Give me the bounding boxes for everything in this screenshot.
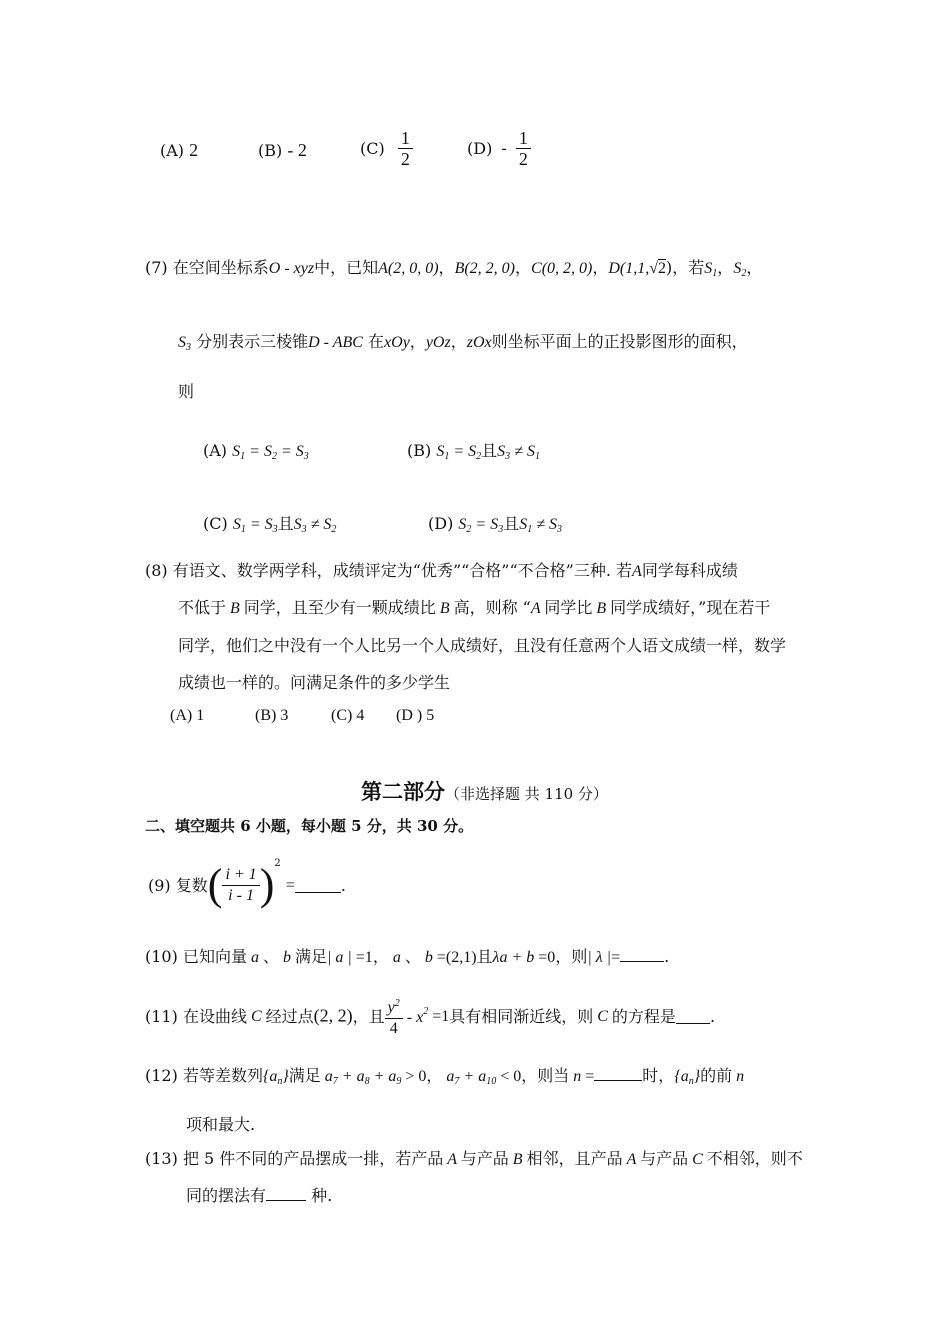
text: 不低于 (178, 598, 227, 617)
text: 的方程是 (611, 1006, 676, 1026)
q13-line2 (186, 1186, 332, 1205)
text: 中，已知 (314, 258, 379, 277)
part2-header (361, 779, 608, 804)
denominator: 2 (400, 149, 410, 169)
text: 分别表示三棱锥 (196, 332, 309, 351)
q8-option-b: (B) 3 (255, 707, 289, 724)
q8-line4 (178, 673, 450, 692)
text: ，则 (555, 947, 588, 966)
q6-option-d (467, 128, 531, 169)
answer-blank[interactable] (620, 947, 664, 962)
text: 具有相同渐近线，则 (449, 1006, 594, 1026)
text: 有语文、数学两学科，成绩评定为“优秀”“合格”“不合格”三种. 若 (172, 561, 633, 580)
text: 同学比 (544, 598, 593, 617)
text: 则 (178, 382, 195, 401)
question-number: (8) (145, 561, 168, 580)
text: 经过点 (265, 1006, 314, 1026)
q7-option-c: (C) $S_1 = S_3$且$S_3 \ne S_2$ (203, 514, 337, 535)
fraction: $\frac{i + 1}{i - 1}$ (222, 865, 259, 906)
point-a: A(2, 0, 0) (378, 260, 439, 277)
text: 已知向量 (182, 947, 247, 966)
q12-line1: (12) 若等差数列$\{a_n\}$满足 $a_7 + a_8 + a_9 > 0$， $a_7 + a_{10} < 0$，则当 n = 时，$\{a_n\}$的前 n (145, 1066, 745, 1087)
text: 复数 (175, 875, 208, 895)
numerator: 1 (516, 128, 531, 149)
plane-xoy: xOy (384, 334, 410, 351)
question-number: (7) (145, 258, 168, 277)
text: 种. (311, 1186, 333, 1205)
q8-line1: (8) 有语文、数学两学科，成绩评定为“优秀”“合格”“不合格”三种. 若A同学每科成绩 (145, 561, 738, 580)
option-value: 2 (189, 140, 199, 160)
tetrahedron: D - ABC (308, 334, 363, 351)
text: 的前 (700, 1066, 733, 1085)
option-label: (A) (203, 441, 228, 460)
option-label: (A) (160, 141, 185, 160)
text: ，则当 (521, 1066, 570, 1085)
fraction (398, 128, 413, 169)
question-number: (9) (148, 875, 171, 895)
q12-line2: 项和最大. (186, 1115, 256, 1134)
text: 与产品 (460, 1149, 509, 1168)
coord-system: O - xyz (268, 260, 315, 277)
plane-zox: zOx (466, 334, 492, 351)
q9: (9) 复数( $\frac{i + 1}{i - 1}$ )$^2$ = . (148, 858, 346, 910)
point: (2, 2) (313, 1005, 353, 1026)
q7-line1: (7) 在空间坐标系O - xyz中，已知A(2, 0, 0)，B(2, 2, 0)，C(0, 2, 0)，D(1,1,√2)，若$S_1$，$S_2$， (145, 258, 763, 279)
text: 若等差数列 (182, 1066, 263, 1085)
text: 且 (503, 514, 520, 533)
q8-line2: 不低于 B 同学，且至少有一颗成绩比 B 高，则称 “A 同学比 B 同学成绩好，”现在若干 (178, 598, 771, 617)
option-label: (C) (360, 138, 385, 158)
minus-sign: - (501, 139, 507, 157)
text: 同学，且至少有一颗成绩比 (243, 598, 436, 617)
q10: (10) 已知向量 a 、 b 满足| a | =1， a 、 b =(2,1)且λa + b =0，则| λ |= . (145, 947, 670, 966)
text: . (709, 1006, 716, 1026)
text: 且 (481, 441, 498, 460)
q11: (11) 在设曲线 C 经过点(2, 2)，且 $\frac{y^2}{4}$ - $x^2 =1$具有相同渐近线，则 C 的方程是 . (145, 994, 715, 1039)
q8-line3 (178, 636, 786, 655)
q7-line2: $S_3$ 分别表示三棱锥D - ABC 在xOy，yOz，zOx则坐标平面上的正投影图形的面积， (178, 332, 748, 353)
q7-option-a: (A) $S_1 = S_2 = S_3$ (203, 441, 309, 462)
text: 与产品 (640, 1149, 689, 1168)
part2-heading: 二、填空题共 6 小题，每小题 5 分，共 30 分。 (145, 817, 474, 835)
text: ，且 (352, 1006, 385, 1026)
point-c: C(0, 2, 0) (531, 260, 593, 277)
text: 同学每科成绩 (641, 561, 738, 580)
text: 成绩也一样的。问满足条件的多少学生 (178, 673, 451, 692)
text: 且 (277, 514, 294, 533)
text: 不相邻，则不 (706, 1149, 803, 1168)
text: ，若 (672, 258, 705, 277)
answer-blank[interactable] (266, 1186, 306, 1201)
text: 在 (368, 332, 385, 351)
answer-blank[interactable] (676, 1009, 710, 1024)
option-label: (B) (407, 441, 432, 460)
text: 相邻，且产品 (526, 1149, 623, 1168)
section-subtitle: （非选择题 共 110 分） (445, 785, 608, 803)
option-label: (D) (428, 514, 454, 533)
text: 在设曲线 (182, 1006, 247, 1026)
text: 在空间坐标系 (172, 258, 269, 277)
q6-option-c (360, 128, 413, 169)
section-title: 第二部分 (361, 779, 445, 804)
q6-option-a (160, 140, 198, 162)
q7-option-b: (B) $S_1 = S_2$且$S_3 \ne S_1$ (407, 441, 540, 462)
text: 时， (642, 1066, 675, 1085)
point-d: D(1,1, (608, 260, 650, 277)
text: 满足 (294, 947, 327, 966)
text: . (664, 947, 670, 966)
answer-blank[interactable] (295, 878, 341, 893)
option-value: - 2 (287, 140, 307, 160)
option-label: (B) (258, 141, 283, 160)
text: 满足 (288, 1066, 321, 1085)
denominator: 2 (518, 149, 528, 169)
question-number: (12) (145, 1066, 178, 1085)
numerator: 1 (398, 128, 413, 149)
answer-blank[interactable] (594, 1066, 642, 1081)
text: 高，则称 “ (453, 598, 531, 617)
fraction (516, 128, 531, 169)
q13-line1: (13) 把 5 件不同的产品摆成一排，若产品 A 与产品 B 相邻，且产品 A 与产品 C 不相邻，则不 (145, 1149, 803, 1168)
q8-option-d: (D ) 5 (396, 707, 435, 724)
point-b: B(2, 2, 0) (454, 260, 515, 277)
question-number: (13) (145, 1149, 178, 1168)
text: . (340, 875, 346, 895)
question-number: (10) (145, 947, 178, 966)
q7-line3 (178, 382, 194, 401)
plane-yoz: yOz (425, 334, 451, 351)
question-number: (11) (145, 1006, 178, 1026)
q7-option-d: (D) $S_2 = S_3$且$S_1 \ne S_3$ (428, 514, 562, 535)
text: 把 5 件不同的产品摆成一排，若产品 (182, 1149, 444, 1168)
fraction: $\frac{y^2}{4}$ (385, 994, 403, 1039)
q8-option-a: (A) 1 (170, 707, 205, 724)
option-label: (D) (467, 138, 493, 158)
q8-option-c: (C) 4 (331, 707, 365, 724)
text: 同学，他们之中没有一个人比另一个人成绩好，且没有任意两个人语文成绩一样，数学 (178, 636, 787, 655)
text: 则坐标平面上的正投影图形的面积， (491, 332, 748, 351)
q6-option-b (258, 140, 307, 162)
text: 同学成绩好，”现在若干 (610, 598, 771, 617)
sqrt-value: 2 (658, 260, 667, 277)
option-label: (C) (203, 514, 228, 533)
text: 同的摆法有 (186, 1186, 267, 1205)
text: 且 (476, 947, 493, 966)
